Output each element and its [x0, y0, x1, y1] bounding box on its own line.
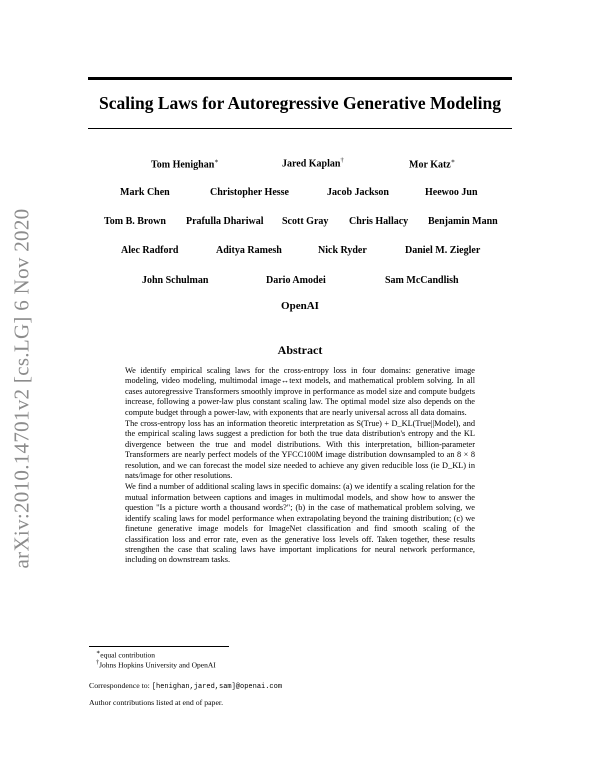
author-contributions-note: Author contributions listed at end of paper. — [89, 698, 224, 707]
footnote: ∗equal contribution — [96, 649, 156, 660]
abstract-heading: Abstract — [277, 343, 323, 357]
author: Jacob Jackson — [327, 187, 389, 198]
footnote-rule — [89, 646, 229, 647]
author: Heewoo Jun — [425, 187, 478, 198]
author: Nick Ryder — [318, 245, 367, 256]
author: Benjamin Mann — [428, 216, 498, 227]
author: Aditya Ramesh — [216, 245, 282, 256]
abstract-body — [125, 366, 475, 567]
author: Daniel M. Ziegler — [405, 245, 481, 256]
arxiv-sidebar-stamp[interactable] — [8, 208, 36, 568]
author: Alec Radford — [121, 245, 179, 256]
abstract-paragraph: The cross-entropy loss has an information theoretic interpretation as S(True) + D_KL(True||Model), and the empirical scaling laws suggest a prediction for both the true data distribution's entropy and the KL divergence between the true and model distributions. With this interpretation, billion-parameter Transformers are nearly perfect models of the YFCC100M image distribution downsampled to an 8 × 8 resolution, and we can forecast the model size needed to achieve any given reducible loss (ie D_KL) in nats/image for other resolutions. — [125, 419, 475, 481]
author: Tom B. Brown — [104, 216, 166, 227]
author: Prafulla Dhariwal — [186, 216, 264, 227]
author: Chris Hallacy — [349, 216, 409, 227]
correspondence-label: Correspondence to: — [89, 681, 150, 690]
author: Scott Gray — [282, 216, 329, 227]
correspondence-line — [89, 681, 282, 691]
author: John Schulman — [142, 275, 209, 286]
top-rule — [88, 77, 512, 80]
author: Mark Chen — [120, 187, 170, 198]
title-bottom-rule — [88, 128, 512, 129]
author: Christopher Hesse — [210, 187, 289, 198]
correspondence-email[interactable]: [henighan,jared,sam]@openai.com — [151, 683, 283, 691]
author: Tom Henighan∗ — [151, 158, 219, 171]
affiliation: OpenAI — [281, 300, 319, 312]
abstract-paragraph: We find a number of additional scaling laws in specific domains: (a) we identify a scaling relation for the mutual information between captions and images in multimodal models, and show how to answer the question "Is a picture worth a thousand words?"; (b) in the case of mathematical problem solving, we identify scaling laws for model performance when extrapolating beyond the training distribution; (c) we finetune generative image models for ImageNet classification and find smooth scaling of the classification loss and error rate, even as the generative loss levels off. Taken together, these results strengthen the case that scaling laws have important implications for neural network performance, including on downstream tasks. — [125, 482, 475, 565]
author: Jared Kaplan† — [282, 157, 344, 170]
footnote: †Johns Hopkins University and OpenAI — [96, 659, 216, 670]
arxiv-id: arXiv:2010.14701v2 [cs.LG] 6 Nov 2020 — [9, 208, 34, 568]
paper-title: Scaling Laws for Autoregressive Generative Modeling — [99, 93, 501, 113]
author: Mor Katz∗ — [409, 158, 456, 171]
author: Sam McCandlish — [385, 275, 459, 286]
author: Dario Amodei — [266, 275, 326, 286]
abstract-paragraph: We identify empirical scaling laws for the cross-entropy loss in four domains: generative image modeling, video modeling, multimodal image↔text models, and mathematical problem solving. In all cases autoregressive Transformers smoothly improve in performance as model size and compute budgets increase, following a power-law plus constant scaling law. The optimal model size also depends on the compute budget through a power-law, with exponents that are nearly universal across all data domains. — [125, 366, 475, 417]
